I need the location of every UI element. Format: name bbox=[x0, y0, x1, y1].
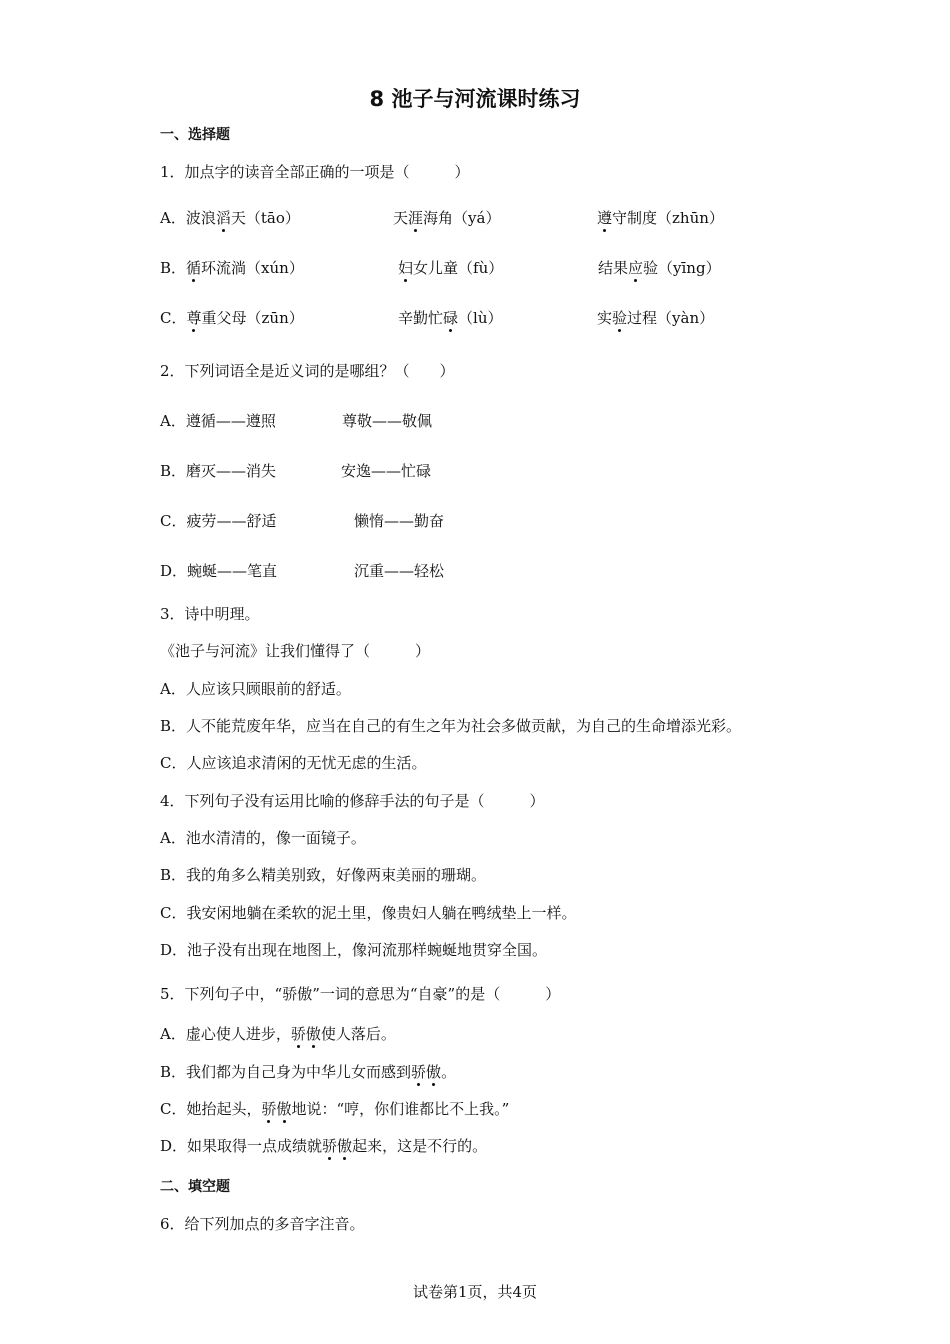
q1-b-word-1: 循环流淌（xún） bbox=[186, 259, 304, 277]
question-4-option-a[interactable]: A．池水清清的，像一面镜子。 bbox=[160, 829, 366, 847]
q1-b-word-3: 结果应验（yīng） bbox=[598, 259, 721, 277]
question-3-option-c[interactable]: C．人应该追求清闲的无忧无虑的生活。 bbox=[160, 754, 427, 772]
question-3-option-b[interactable]: B．人不能荒废年华，应当在自己的有生之年为社会多做贡献，为自己的生命增添光彩。 bbox=[160, 717, 742, 735]
q2-d-word-2: 沉重——轻松 bbox=[354, 562, 445, 580]
question-3-sub-stem: 《池子与河流》让我们懂得了（ ） bbox=[160, 642, 431, 660]
page-title: 8 池子与河流课时练习 bbox=[369, 87, 581, 111]
question-2-option-d[interactable]: D．蜿蜒——笔直 bbox=[160, 562, 278, 580]
question-5-option-a[interactable]: A．虚心使人进步，骄傲使人落后。 bbox=[160, 1025, 396, 1043]
question-1-option-b[interactable]: B．循环流淌（xún） bbox=[160, 259, 304, 277]
q1-a-word-2: 天涯海角（yá） bbox=[393, 209, 501, 227]
q2-c-word-2: 懒惰——勤奋 bbox=[354, 512, 445, 530]
question-5-option-c[interactable]: C．她抬起头，骄傲地说：“哼，你们谁都比不上我。” bbox=[160, 1100, 510, 1118]
q1-c-word-2: 辛勤忙碌（lù） bbox=[398, 309, 503, 327]
question-2-option-b[interactable]: B．磨灭——消失 bbox=[160, 462, 277, 480]
q1-c-word-3: 实验过程（yàn） bbox=[597, 309, 715, 327]
q1-b-word-2: 妇女儿童（fù） bbox=[398, 259, 504, 277]
question-5-stem: 5．下列句子中，“骄傲”一词的意思为“自豪”的是（ ） bbox=[160, 985, 561, 1003]
question-3-option-a[interactable]: A．人应该只顾眼前的舒适。 bbox=[160, 680, 351, 698]
question-1-option-c[interactable]: C．尊重父母（zūn） bbox=[160, 309, 304, 327]
question-1-stem: 1．加点字的读音全部正确的一项是（ ） bbox=[160, 163, 470, 181]
question-2-option-a[interactable]: A．遵循——遵照 bbox=[160, 412, 276, 430]
section-heading-fill-in: 二、填空题 bbox=[160, 1179, 230, 1195]
question-4-option-d[interactable]: D．池子没有出现在地图上，像河流那样蜿蜒地贯穿全国。 bbox=[160, 941, 548, 959]
question-5-option-b[interactable]: B．我们都为自己身为中华儿女而感到骄傲。 bbox=[160, 1063, 457, 1081]
question-4-stem: 4．下列句子没有运用比喻的修辞手法的句子是（ ） bbox=[160, 792, 545, 810]
page-footer: 试卷第1页，共4页 bbox=[412, 1283, 538, 1301]
q2-a-word-2: 尊敬——敬佩 bbox=[342, 412, 433, 430]
question-4-option-b[interactable]: B．我的角多么精美别致，好像两束美丽的珊瑚。 bbox=[160, 866, 487, 884]
section-heading-choice: 一、选择题 bbox=[160, 127, 230, 143]
question-1-option-a[interactable]: A．波浪滔天（tāo） bbox=[160, 209, 300, 227]
question-3-stem: 3．诗中明理。 bbox=[160, 605, 260, 623]
q1-c-word-1: 尊重父母（zūn） bbox=[186, 309, 304, 327]
question-4-option-c[interactable]: C．我安闲地躺在柔软的泥土里，像贵妇人躺在鸭绒垫上一样。 bbox=[160, 904, 577, 922]
q1-a-word-3: 遵守制度（zhūn） bbox=[597, 209, 724, 227]
question-2-stem: 2．下列词语全是近义词的是哪组？（ ） bbox=[160, 362, 455, 380]
question-2-option-c[interactable]: C．疲劳——舒适 bbox=[160, 512, 277, 530]
q2-b-word-2: 安逸——忙碌 bbox=[341, 462, 432, 480]
q1-a-word-1: 波浪滔天（tāo） bbox=[185, 209, 300, 227]
question-6-stem: 6．给下列加点的多音字注音。 bbox=[160, 1215, 365, 1233]
question-5-option-d[interactable]: D．如果取得一点成绩就骄傲起来，这是不行的。 bbox=[160, 1137, 488, 1155]
